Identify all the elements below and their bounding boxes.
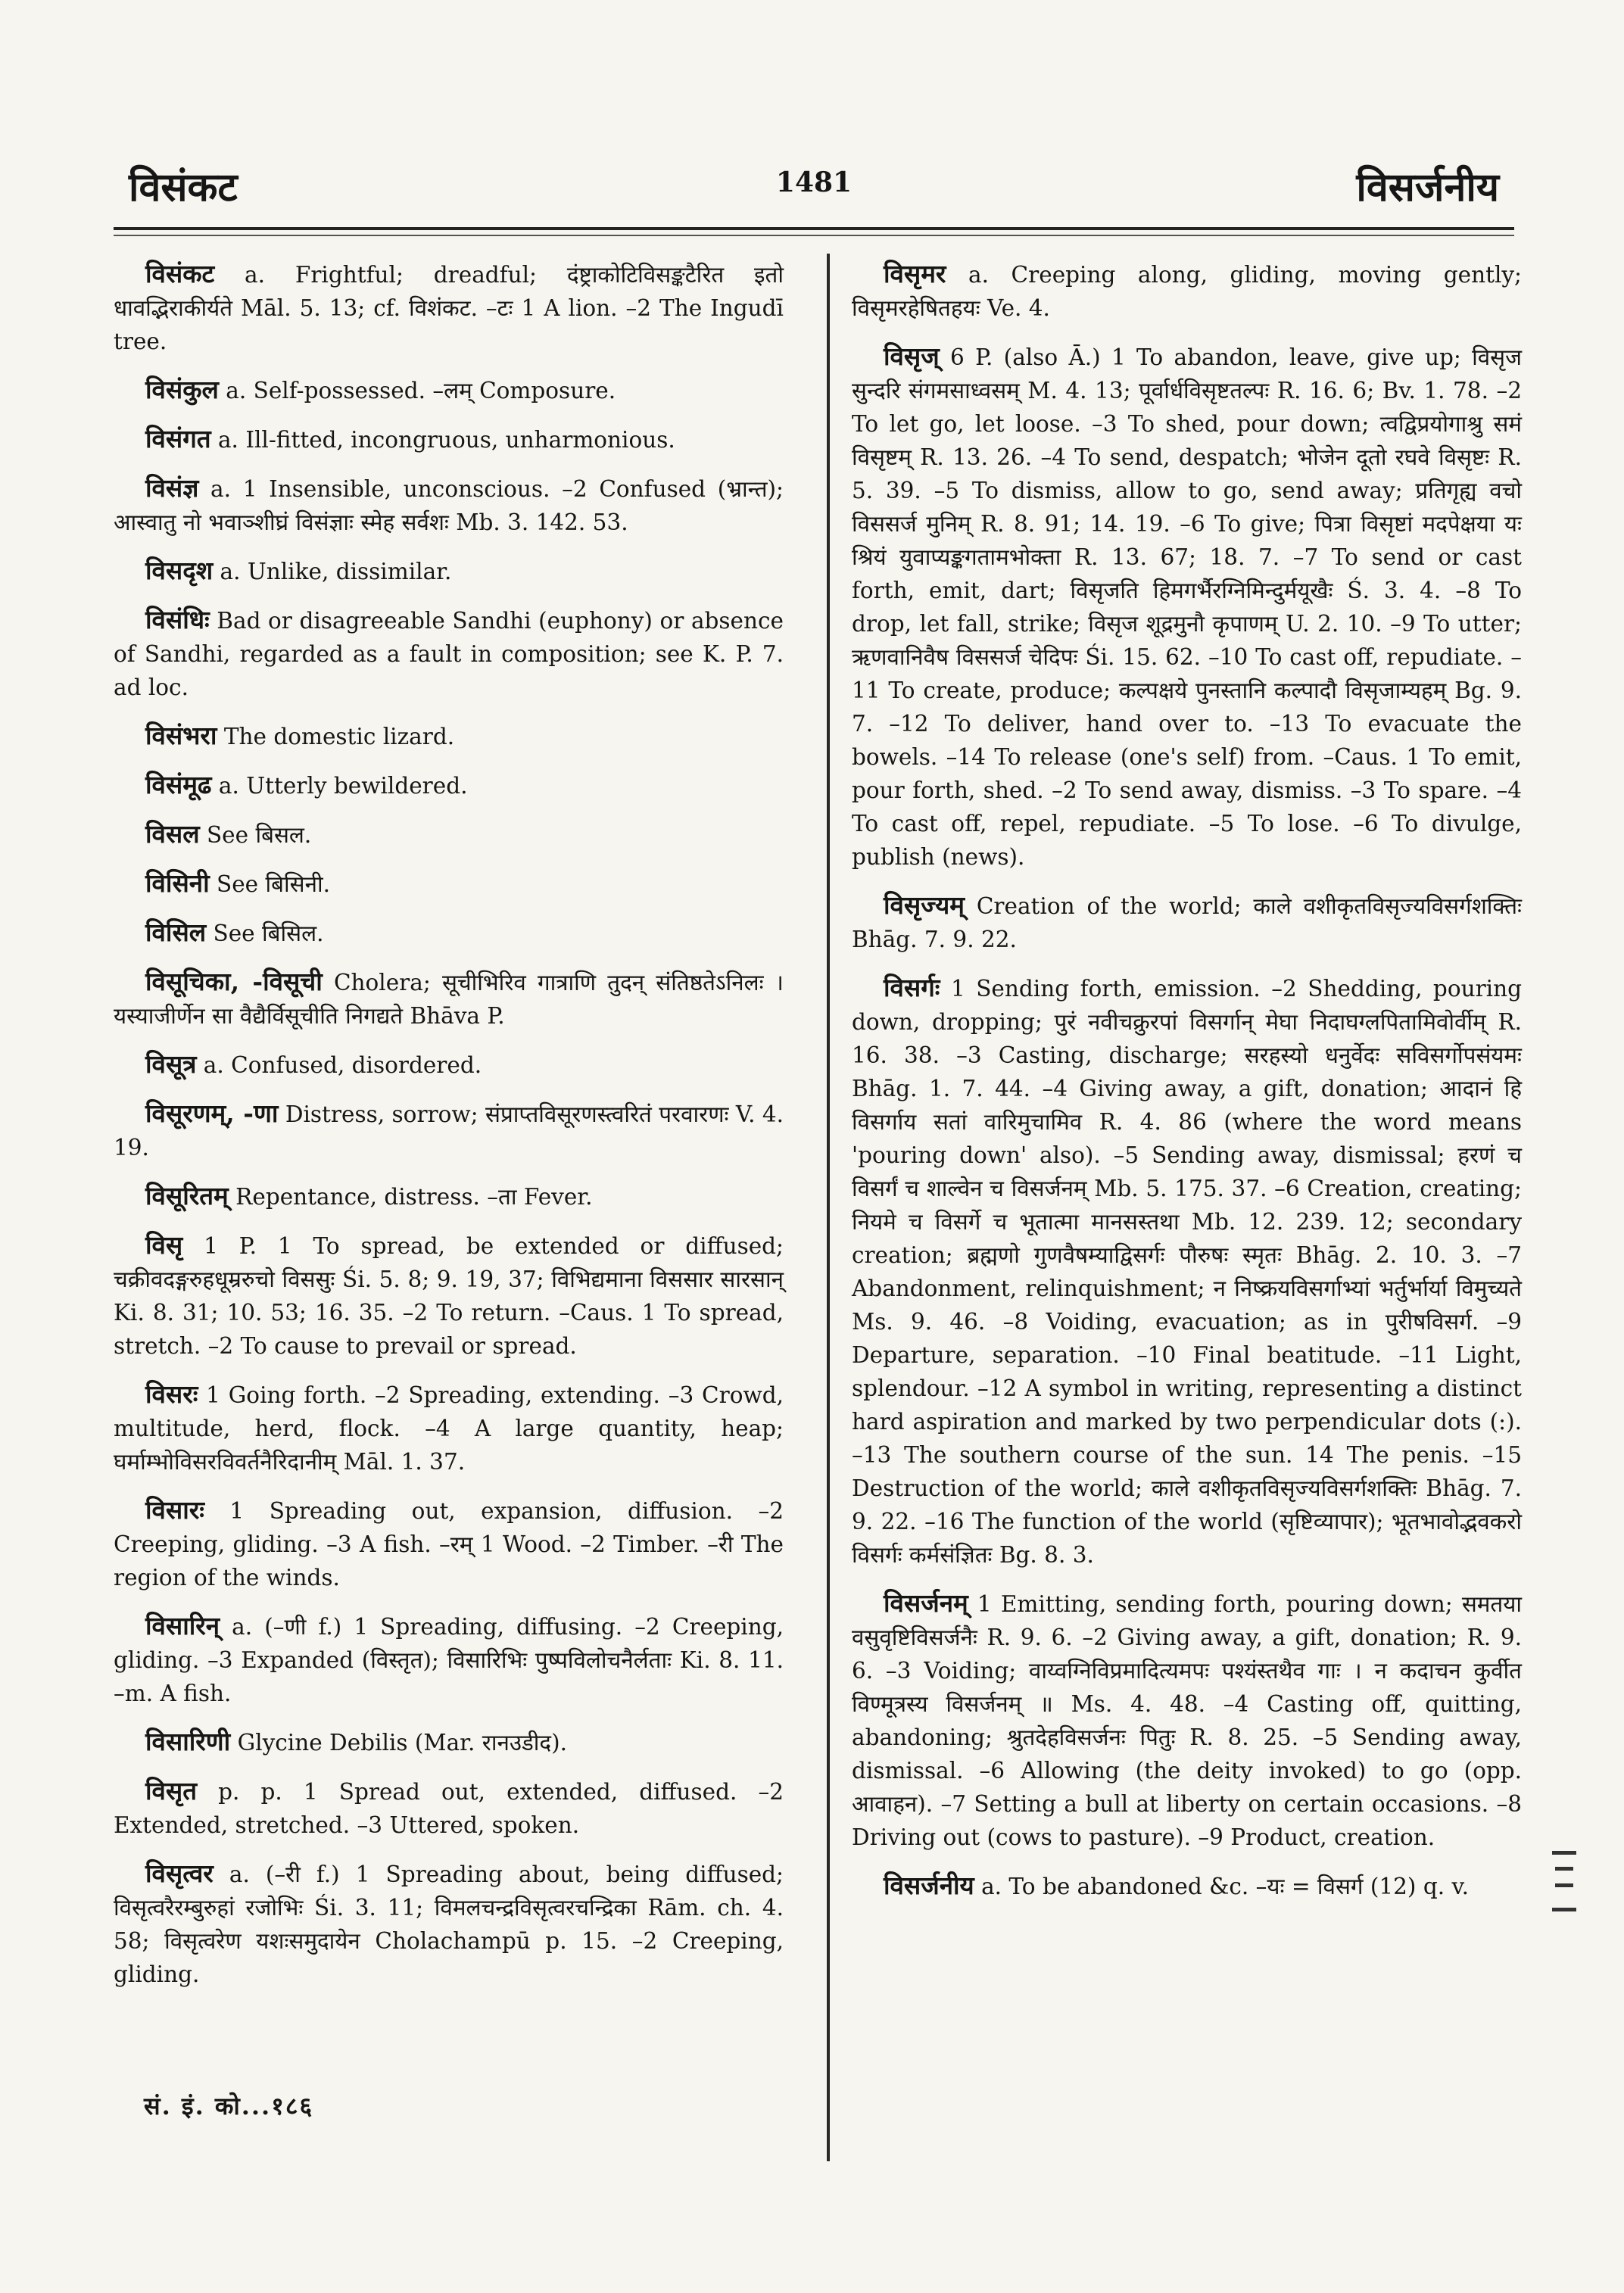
entry-definition: a. (–री f.) 1 Spreading about, being diffused; विसृत्वरैरम्बुरुहां रजोभिः Śi. 3. 11; विमलचन्द्रविसृत्वरचन्द्रिका Rām. ch. 4. 58; विसृत्वरेण यशःसमुदायेन Cholachampū p. 15. –2 Creeping, gliding. <box>114 1862 784 1987</box>
entry-headword: विसंकुल <box>145 375 219 404</box>
entry-definition: a. To be abandoned &c. –यः = विसर्ग (12) q. v. <box>974 1874 1469 1899</box>
entry-definition: Creation of the world; काले वशीकृतविसृज्यविसर्गशक्तिः Bhāg. 7. 9. 22. <box>852 893 1522 952</box>
dictionary-entry <box>852 340 1522 874</box>
entry-headword: विसदृश <box>145 556 214 585</box>
entry-headword: विसूत्र <box>145 1049 197 1079</box>
entry-headword: विसर्जनीय <box>884 1871 974 1900</box>
entry-headword: विसल <box>145 819 200 849</box>
entry-headword: विसंज्ञ <box>145 473 199 503</box>
dictionary-entry <box>114 1494 784 1594</box>
entry-headword: विसंकट <box>145 259 215 288</box>
entry-definition: Repentance, distress. –ता Fever. <box>228 1184 593 1210</box>
entry-definition: a. Unlike, dissimilar. <box>213 559 452 584</box>
dictionary-entry <box>114 422 784 456</box>
right-column <box>852 257 1522 1918</box>
dictionary-entry <box>114 1725 784 1759</box>
left-column <box>114 257 784 2006</box>
entry-definition: a. Ill-fitted, incongruous, unharmonious. <box>210 427 675 453</box>
entry-definition: Glycine Debilis (Mar. रानउडीद). <box>230 1730 567 1756</box>
page-header <box>129 151 1499 235</box>
dictionary-entry <box>852 1587 1522 1854</box>
entry-headword: विसृत्वर <box>145 1858 214 1888</box>
dictionary-entry <box>114 1774 784 1842</box>
column-divider <box>827 254 830 2161</box>
entry-headword: विसर्जनम् <box>884 1588 968 1618</box>
entry-headword: विसूचिका, -विसूची <box>145 967 323 996</box>
dictionary-entry <box>114 1048 784 1082</box>
dictionary-entry <box>114 373 784 407</box>
entry-definition: a. Frightful; dreadful; दंष्ट्राकोटिविसङ्कटैरित इतो धावद्भिराकीर्यते Māl. 5. 13; cf. विशंकट. –टः 1 A lion. –2 The Ingudī tree. <box>114 262 784 354</box>
entry-headword: विसूरितम् <box>145 1181 229 1210</box>
entry-definition: See बिसल. <box>199 822 312 848</box>
entry-definition: 6 P. (also Ā.) 1 To abandon, leave, give up; विसृज सुन्दरि संगमसाध्वसम् M. 4. 13; पूर्वार्धविसृष्टतल्पः R. 16. 6; Bv. 1. 78. –2 To let go, let loose. –3 To shed, pour down; त्वद्विप्रयोगाश्रु समं विसृष्टम् R. 13. 26. –4 To send, despatch; भोजेन दूतो रघवे विसृष्टः R. 5. 39. –5 To dismiss, allow to go, send away; प्रतिगृह्य वचो विससर्ज मुनिम् R. 8. 91; 14. 19. –6 To give; पित्रा विसृष्टां मदपेक्षया यः श्रियं युवाप्यङ्कगतामभोक्ता R. 13. 67; 18. 7. –7 To send or cast forth, emit, dart; विसृजति हिमगर्भैरग्निमिन्दुर्मयूखैः Ś. 3. 4. –8 To drop, let fall, strike; विसृज शूद्रमुनौ कृपाणम् U. 2. 10. –9 To utter; ऋणवानिवैष विससर्ज चेदिपः Śi. 15. 62. –10 To cast off, repudiate. –11 To create, produce; कल्पक्षये पुनस्तानि कल्पादौ विसृजाम्यहम् Bg. 9. 7. –12 To deliver, hand over to. –13 To evacuate the bowels. –14 To release (one's self) from. –Caus. 1 To emit, pour forth, shed. –2 To send away, dismiss. –3 To spare. –4 To cast off, repel, repudiate. –5 To lose. –6 To divulge, publish (news). <box>852 344 1522 870</box>
dictionary-entry <box>114 554 784 588</box>
header-rule <box>114 227 1514 230</box>
entry-headword: विसरः <box>145 1379 198 1409</box>
dictionary-entry <box>114 867 784 901</box>
dictionary-entry <box>114 719 784 753</box>
entry-headword: विसारः <box>145 1495 204 1525</box>
dictionary-entry <box>114 1378 784 1478</box>
dictionary-entry <box>852 889 1522 956</box>
dictionary-entry <box>114 1609 784 1710</box>
entry-definition: a. Self-possessed. –लम् Composure. <box>218 378 616 403</box>
dictionary-entry <box>114 1857 784 1991</box>
right-running-headword: विसर्जनीय <box>1356 164 1499 210</box>
entry-headword: विसारिन् <box>145 1611 220 1640</box>
dictionary-entry <box>852 257 1522 325</box>
entry-definition: a. Confused, disordered. <box>196 1052 482 1078</box>
entry-headword: विसंभरा <box>145 721 217 750</box>
dictionary-entry <box>114 1229 784 1363</box>
entry-definition: a. Creeping along, gliding, moving gently; विसृमरहेषितहयः Ve. 4. <box>852 262 1522 321</box>
entry-definition: 1 Going forth. –2 Spreading, extending. –3 Crowd, multitude, herd, flock. –4 A large quantity, heap; घर्माम्भोविसरविवर्तनैरिदानीम् Māl. 1. 37. <box>114 1382 784 1475</box>
entry-definition: a. (–णी f.) 1 Spreading, diffusing. –2 Creeping, gliding. –3 Expanded (विस्तृत); विसारिभिः पुष्पविलोचनैर्लताः Ki. 8. 11. –m. A fish. <box>114 1614 784 1706</box>
margin-bracket-icon <box>1552 1851 1576 1911</box>
entry-headword: विसिनी <box>145 868 210 898</box>
entry-definition: 1 P. 1 To spread, be extended or diffused; चक्रीवदङ्गरुहधूम्ररुचो विससुः Śi. 5. 8; 9. 19, 37; विभिद्यमाना विससार सारसान् Ki. 8. 31; 10. 53; 16. 35. –2 To return. –Caus. 1 To spread, stretch. –2 To cause to prevail or spread. <box>114 1233 784 1359</box>
entry-definition: 1 Emitting, sending forth, pouring down; समतया वसुवृष्टिविसर्जनैः R. 9. 6. –2 Giving away, a gift, donation; R. 9. 6. –3 Voiding; वाय्वग्निविप्रमादित्यमपः पश्यंस्तथैव गाः । न कदाचन कुर्वीत विण्मूत्रस्य विसर्जनम् ॥ Ms. 4. 48. –4 Casting off, quitting, abandoning; श्रुतदेहविसर्जनः पितुः R. 8. 25. –5 Sending away, dismissal. –6 Allowing (the deity invoked) to go (opp. आवाहन). –7 Setting a bull at liberty on certain occasions. –8 Driving out (cows to pasture). –9 Product, creation. <box>852 1591 1522 1850</box>
signature-mark: सं. इं. को...१८६ <box>144 2092 314 2120</box>
entry-headword: विसृ <box>145 1230 183 1260</box>
dictionary-entry <box>114 916 784 950</box>
entry-headword: विसर्गः <box>884 973 940 1002</box>
entry-definition: 1 Sending forth, emission. –2 Shedding, pouring down, dropping; पुरं नवीचक्रुरपां विसर्गान् मेघा निदाघग्लपितामिवोर्वीम् R. 16. 38. –3 Casting, discharge; सरहस्यो धनुर्वेदः सविसर्गोपसंयमः Bhāg. 1. 7. 44. –4 Giving away, a gift, donation; आदानं हि विसर्गाय सतां वारिमुचामिव R. 4. 86 (where the word means 'pouring down' also). –5 Sending away, dismissal; हरणं च विसर्गं च शाल्वेन च विसर्जनम् Mb. 5. 175. 37. –6 Creation, creating; नियमे च विसर्गे च भूतात्मा मानसस्तथा Mb. 12. 239. 12; secondary creation; ब्रह्मणो गुणवैषम्याद्विसर्गः पौरुषः स्मृतः Bhāg. 2. 10. 3. –7 Abandonment, relinquishment; न निष्क्रयविसर्गाभ्यां भर्तुर्भार्या विमुच्यते Ms. 9. 46. –8 Voiding, evacuation; as in पुरीषविसर्ग. –9 Departure, separation. –10 Final beatitude. –11 Light, splendour. –12 A symbol in writing, representing a distinct hard aspiration and marked by two perpendicular dots (:). –13 The southern course of the sun. 14 The penis. –15 Destruction of the world; काले वशीकृतविसृज्यविसर्गशक्तिः Bhāg. 7. 9. 22. –16 The function of the world (सृष्टिव्यापार); भूतभावोद्भवकरो विसर्गः कर्मसंज्ञितः Bg. 8. 3. <box>852 976 1522 1568</box>
dictionary-entry <box>852 1869 1522 1903</box>
entry-definition: p. p. 1 Spread out, extended, diffused. –2 Extended, stretched. –3 Uttered, spoken. <box>114 1779 784 1838</box>
entry-definition: Bad or disagreeable Sandhi (euphony) or absence of Sandhi, regarded as a fault in composition; see K. P. 7. ad loc. <box>114 608 784 700</box>
entry-definition: 1 Spreading out, expansion, diffusion. –2 Creeping, gliding. –3 A fish. –रम् 1 Wood. –2 Timber. –री The region of the winds. <box>114 1498 784 1590</box>
left-running-headword: विसंकट <box>129 164 238 210</box>
entry-headword: विसूरणम्, -णा <box>145 1098 279 1128</box>
entry-definition: See बिसिनी. <box>209 871 330 897</box>
dictionary-entry <box>114 472 784 539</box>
page-number: 1481 <box>775 167 853 198</box>
entry-definition: Distress, sorrow; संप्राप्तविसूरणस्त्वरितं परवारणः V. 4. 19. <box>114 1101 784 1161</box>
dictionary-entry <box>114 965 784 1033</box>
entry-headword: विसृमर <box>884 259 946 288</box>
dictionary-entry <box>852 971 1522 1572</box>
entry-headword: विसृज् <box>884 341 940 371</box>
dictionary-entry <box>114 1179 784 1213</box>
dictionary-entry <box>114 257 784 358</box>
dictionary-entry <box>114 818 784 852</box>
entry-definition: See बिसिल. <box>206 921 324 946</box>
entry-headword: विसंगत <box>145 424 211 453</box>
entry-definition: Cholera; सूचीभिरिव गात्राणि तुदन् संतिष्ठतेऽनिलः । यस्याजीर्णेन सा वैद्यैर्विसूचीति निगद्यते Bhāva P. <box>114 970 784 1029</box>
entry-definition: a. Utterly bewildered. <box>211 773 468 799</box>
entry-definition: a. 1 Insensible, unconscious. –2 Confused (भ्रान्त); आस्वातु नो भवाञ्शीघ्रं विसंज्ञाः स्मेह सर्वशः Mb. 3. 142. 53. <box>114 476 784 535</box>
dictionary-entry <box>114 1097 784 1164</box>
entry-definition: The domestic lizard. <box>217 724 455 749</box>
header-rule-thin <box>114 235 1514 236</box>
entry-headword: विसृत <box>145 1776 198 1805</box>
entry-headword: विसिल <box>145 918 207 947</box>
entry-headword: विसृज्यम् <box>884 890 965 920</box>
dictionary-entry <box>114 603 784 704</box>
entry-headword: विसंधिः <box>145 605 210 634</box>
entry-headword: विसारिणी <box>145 1727 231 1756</box>
entry-headword: विसंमूढ <box>145 770 212 799</box>
dictionary-entry <box>114 768 784 802</box>
